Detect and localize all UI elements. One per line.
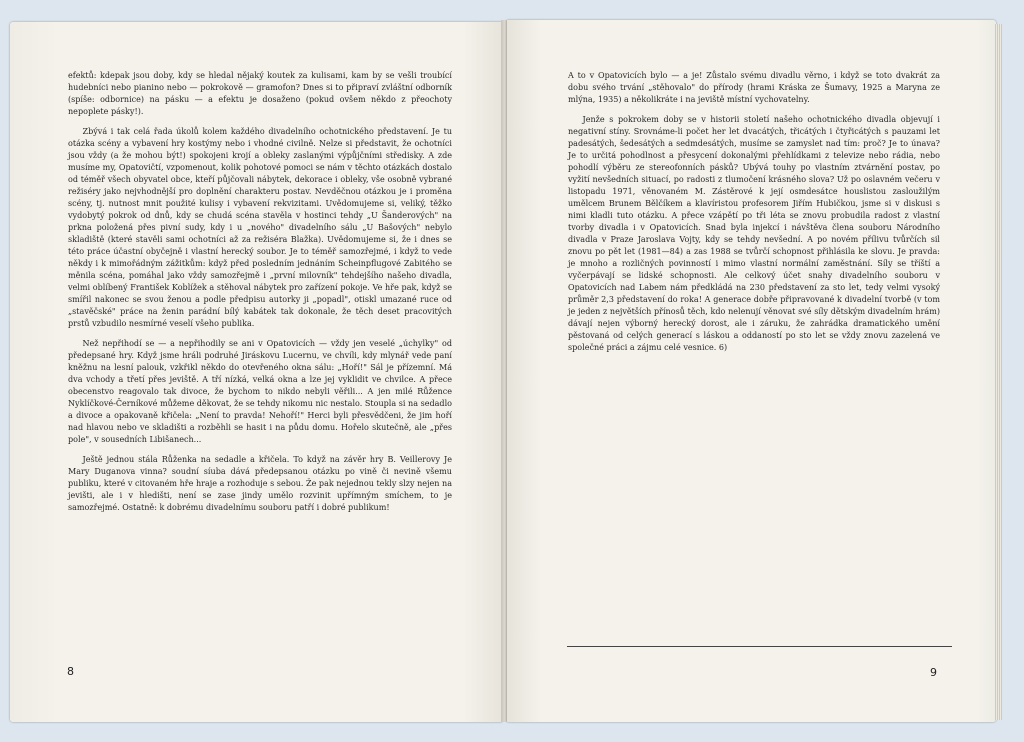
paragraph: efektů: kdepak jsou doby, kdy se hledal nějaký koutek za kulisami, kam by se vešli troubící hudebníci nebo pianino nebo — pokrokově — gramofon? Dnes si to připraví zvláštní odborník (spíše: odbornice) na pásku — a efektu je dosaženo (pokud ovšem někdo z přeochoty nepoplete pásky!). xyxy=(68,71,452,116)
paragraph: Zbývá i tak celá řada úkolů kolem každého divadelního ochotnického představení. Je tu otázka scény a vybavení hry kostýmy nebo i vhodné civilně. Nelze si představit, že ochotníci jsou vždy (a že mohou být!) spokojeni krojí a obleky zaslanými výpůjčními středisky. A zde musíme my, Opatovičtí, vzpomenout, kolik pohotové pomoci se nám v těchto otázkách dostalo od téměř všech obyvatel obce, kteří půjčovali nábytek, dekorace i obleky, vše osobně vybrané režiséry jako nejvhodnější pro doplnění charakteru postav. Nevděčnou otázkou je i proměna scény, tj. nutnost mnit použité kulisy i vybavení rekvizitami. Uvědomujeme si, veliký, těžko vydobytý pokrok od dnů, kdy se chudá scéna stavěla v hostinci tehdy „U Šanderových" na prkna položená přes pivní sudy, kdy i u „nového" divadelního sálu „U Bašových" nebylo skladiště (které stavěli sami ochotníci až za režiséra Blažka). Uvědomujeme si, že i dnes se této práce účastní obyčejně i vlastní herecký soubor. Je to téměř samozřejmé, i když to vede někdy i k mimořádným zážitkům: když před posledním jednáním Scheinpflugové Zabitého se měnila scéna, pomáhal jako vždy samozřejmě i „první milovník" tehdejšího našeho divadla, velmi oblíbený František Koblížek a stěhoval nábytek pro zařízení pokoje. Ve hře pak, když se smířil nakonec se svou ženou a podle předpisu autorky ji „popadl", otiskl umazané ruce od „stavěčské" práce na ženin parádní bílý kabátek tak dokonale, že těch deset pracovitých prstů vzbudilo nesmírné veselí všeho publika. xyxy=(68,127,452,328)
paragraph: Jenže s pokrokem doby se v historii století našeho ochotnického divadla objevují i negativní stíny. Srovnáme-li počet her let dvacátých, třicátých i čtyřicátých s pauzami let padesátých, šedesátých a sedmdesátých, musíme se zamyslet nad tím: proč? Je to únava? Je to určitá pohodlnost a přesycení dokonalými přehlídkami z televize nebo rádia, nebo pohodlí výběru ze stereofonních pásků? Ubývá touhy po vlastním ztvárnění postav, po vyžití nevšedních situací, po radosti z tlumočení krásného slova? Už po oslavném večeru v listopadu 1971, věnovaném M. Zástěrové k její osmdesátce houslistou zasloužilým umělcem Brunem Bělčíkem a klavíristou profesorem Jiřím Hubičkou, jsme si v diskusi s nimi kladli tuto otázku. A přece vzápětí po tři léta se znovu probudila radost z vlastní tvorby divadla i v Opatovicích. Snad byla injekcí i návštěva člena souboru Národního divadla v Praze Jaroslava Vojty, kdy se tehdy nevšední. A po novém přílivu tvůrčích sil znovu po pět let (1981—84) a zas 1988 se tvůrčí schopnost přihlásila ke slovu. Je pravda: je mnoho a rozličných povinností i mimo vlastní normální zaměstnání. Síly se tříští a vyčerpávají se lidské schopnosti. Ale celkový účet snahy divadelního souboru v Opatovicích nad Labem nám předkládá na 230 představení za sto let, tedy velmi vysoký průměr 2,3 představení do roka! A generace dobře připravované k divadelní tvorbě (v tom je jeden z největších přínosů těch, kdo nelenují věnovat své síly dětským divadelním hrám) dávají nejen výborný herecký dorost, ale i záruku, že zahrádka dramatického umění pěstovaná od celých generací s láskou a oddaností po sto let se vždy znovu zazelená ve společné práci a zájmu celé vesnice. 6) xyxy=(568,115,940,352)
paragraph: Ještě jednou stála Růženka na sedadle a křičela. To když na závěr hry B. Veillerovy Je Mary Duganova vinna? soudní síuba dává předepsanou otázku po vině či nevině všemu publiku, které v citovaném hře hraje a rozhoduje s sebou. Že pak nejednou tekly slzy nejen na jevišti, ale i v hledišti, není se zase jindy umělo rozvinit upřímným smíchem, to je samozřejmé. Ostatně: k dobrému divadelnímu souboru patří i dobré publikum! xyxy=(68,455,452,512)
right-page-text xyxy=(568,70,940,362)
page-number: 8 xyxy=(67,665,74,678)
page-number: 9 xyxy=(930,666,937,679)
left-page xyxy=(10,22,502,722)
left-page-text xyxy=(68,70,452,522)
right-page xyxy=(507,20,996,722)
paragraph: A to v Opatovicích bylo — a je! Zůstalo svému divadlu věrno, i když se toto dvakrát za dobu svého trvání „stěhovalo" do přírody (hrami Kráska ze Šumavy, 1925 a Maryna ze mlýna, 1935) a několikráte i na jeviště místní vychovatelny. xyxy=(568,71,940,104)
paragraph: Než nepřihodí se — a nepřihodily se ani v Opatovicích — vždy jen veselé „úchylky" od předepsané hry. Když jsme hráli podruhé Jiráskovu Lucernu, ve chvíli, kdy mlynář vede paní kněžnu na lesní palouk, vzkřikl někdo do otevřeného okna sálu: „Hoří!" Sál je přízemní. Má dva vchody a třetí přes jeviště. A tří nízká, velká okna a lze jej vyklidit ve chvilce. A přece obecenstvo reagovalo tak divoce, že bychom to nikdo nebyli věřili... A jen milé Růžence Nyklíčkové-Černíkové můžeme děkovat, že se tehdy nikomu nic nestalo. Stoupla si na sedadlo a divoce a opakovaně křičela: „Není to pravda! Nehoří!" Herci byli přesvědčeni, že jim hoří nad hlavou nebo ve skladišti a rozběhli se hasit i na půdu domu. Hořelo skutečně, ale „přes pole", v sousedních Libišanech... xyxy=(68,339,452,444)
footnote-rule xyxy=(567,646,952,647)
page-edges xyxy=(995,24,1002,720)
